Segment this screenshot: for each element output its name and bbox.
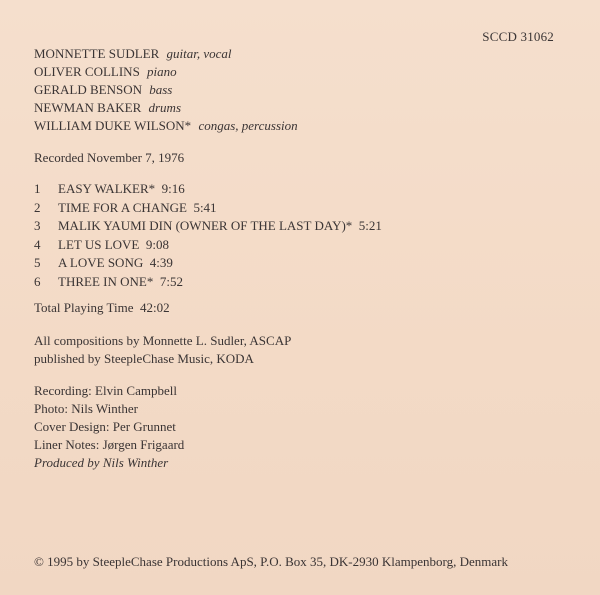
personnel-entry: [34, 117, 298, 135]
musician-instrument: bass: [149, 82, 173, 97]
track-title: EASY WALKER*: [58, 181, 156, 196]
total-playing-time: Total Playing Time 42:02: [34, 300, 170, 315]
track-title: THREE IN ONE*: [58, 273, 154, 289]
track-number: 3: [34, 218, 41, 234]
recording-date: Recorded November 7, 1976: [34, 150, 185, 165]
track-row: [34, 180, 382, 199]
track-title: MALIK YAUMI DIN (OWNER OF THE LAST DAY)*: [58, 218, 353, 234]
personnel-list: [34, 45, 298, 135]
track-title: LET US LOVE: [58, 236, 140, 252]
credit-photo: Photo: Nils Winther: [34, 401, 138, 416]
track-number: 1: [34, 181, 41, 196]
musician-instrument: piano: [147, 64, 177, 79]
track-time: 7:52: [159, 273, 183, 289]
credit-recording: Recording: Elvin Campbell: [34, 383, 177, 398]
catalog-number: SCCD 31062: [482, 29, 554, 44]
track-number: 6: [34, 273, 41, 289]
personnel-entry: [34, 45, 298, 63]
musician-instrument: congas, percussion: [198, 118, 298, 133]
production-credits: [34, 382, 184, 472]
compositions-line: All compositions by Monnette L. Sudler, ASCAP: [34, 333, 292, 348]
compositions-credit: [34, 332, 291, 368]
track-title: TIME FOR A CHANGE: [58, 199, 187, 215]
track-row: [34, 236, 382, 255]
track-title: A LOVE SONG: [58, 255, 144, 271]
track-time: 5:21: [358, 218, 382, 234]
track-number: 4: [34, 236, 41, 252]
producer-credit: Produced by Nils Winther: [34, 455, 169, 470]
musician-instrument: guitar, vocal: [166, 46, 232, 61]
track-row: [34, 217, 382, 236]
musician-name: OLIVER COLLINS: [34, 64, 140, 79]
musician-name: NEWMAN BAKER: [34, 100, 142, 115]
track-row: [34, 254, 382, 273]
personnel-entry: [34, 81, 298, 99]
track-time: 5:41: [193, 199, 217, 215]
track-number: 2: [34, 199, 41, 215]
credit-liner-notes: Liner Notes: Jørgen Frigaard: [34, 437, 185, 452]
track-time: 9:16: [161, 181, 185, 196]
copyright-notice: © 1995 by SteepleChase Productions ApS, P.O. Box 35, DK-2930 Klampenborg, Denmark: [34, 554, 508, 569]
credit-cover-design: Cover Design: Per Grunnet: [34, 419, 176, 434]
musician-instrument: drums: [148, 100, 182, 115]
personnel-entry: [34, 63, 298, 81]
track-number: 5: [34, 255, 41, 271]
track-row: [34, 199, 382, 218]
track-row: [34, 273, 382, 292]
personnel-entry: [34, 99, 298, 117]
musician-name: WILLIAM DUKE WILSON*: [34, 118, 192, 133]
track-time: 9:08: [145, 236, 169, 252]
musician-name: MONNETTE SUDLER: [34, 46, 160, 61]
track-time: 4:39: [149, 255, 173, 271]
track-list: [34, 180, 382, 292]
publisher-line: published by SteepleChase Music, KODA: [34, 351, 254, 366]
musician-name: GERALD BENSON: [34, 82, 142, 97]
